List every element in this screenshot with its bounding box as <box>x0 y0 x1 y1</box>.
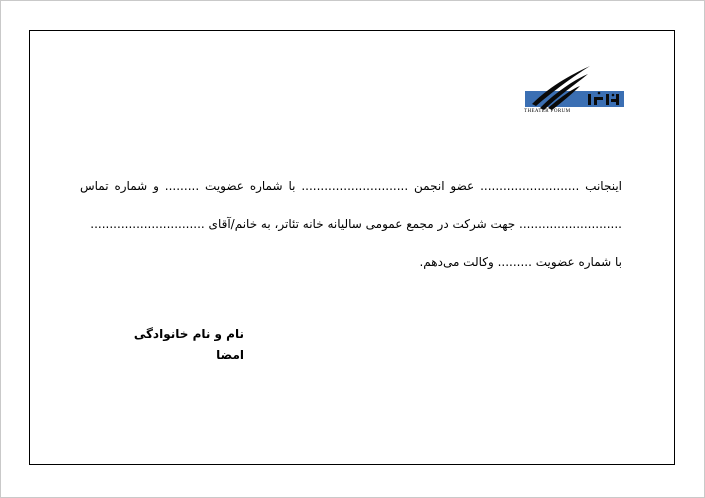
letter-line-3: با شماره عضویت ......... وکالت می‌دهم. <box>419 255 622 269</box>
logo-subtitle: THEATER FORUM <box>524 109 571 114</box>
theater-forum-logo <box>522 64 626 118</box>
name-label: نام و نام خانوادگی <box>133 327 244 341</box>
letter-line-2: ........................... جهت شرکت در مجمع عمومی سالیانه خانه تئاتر، به خانم/آقای .............................. <box>90 217 622 231</box>
letter-line-1: اینجانب .......................... عضو انجمن ............................ با شماره عضویت ......... و شماره تماس <box>80 179 622 193</box>
signature-label: امضا <box>216 348 244 362</box>
